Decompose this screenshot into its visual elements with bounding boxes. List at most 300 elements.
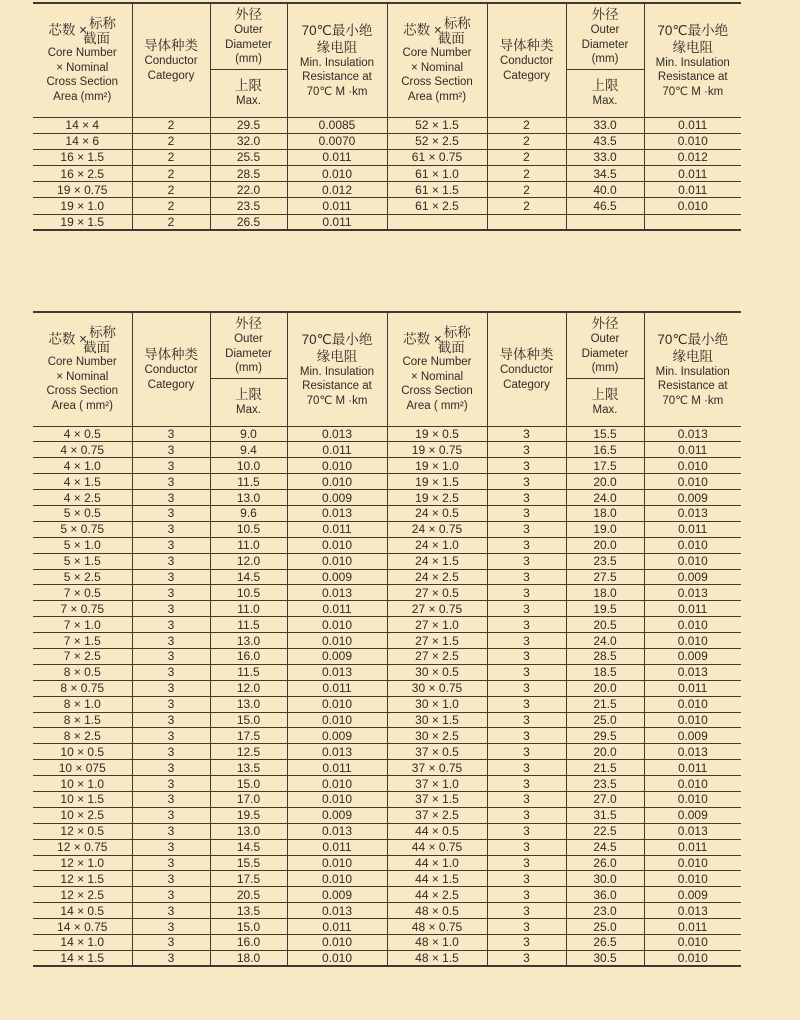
table-cell: 2 — [487, 166, 566, 182]
table-cell: 3 — [132, 601, 210, 617]
table-cell: 48 × 0.75 — [387, 919, 487, 935]
table-cell: 10 × 2.5 — [33, 807, 132, 823]
table-cell: 48 × 1.0 — [387, 935, 487, 951]
table-cell: 0.010 — [287, 474, 387, 490]
table-cell: 0.009 — [644, 807, 741, 823]
table-cell: 3 — [132, 633, 210, 649]
table-cell: 3 — [132, 521, 210, 537]
table-row — [33, 712, 741, 728]
table-cell: 8 × 1.5 — [33, 712, 132, 728]
table-cell: 3 — [132, 760, 210, 776]
table-cell: 14 × 0.75 — [33, 919, 132, 935]
table-cell: 11.5 — [210, 664, 287, 680]
table-cell: 3 — [132, 823, 210, 839]
core-number-zh: 芯数 × 标称 截面 — [403, 16, 471, 47]
col-header-insulation-resistance-right — [644, 312, 741, 426]
conductor-en-line1: Conductor — [144, 364, 198, 377]
table-cell: 26.5 — [210, 214, 287, 230]
table-cell: 4 × 1.5 — [33, 474, 132, 490]
table-cell: 52 × 1.5 — [387, 117, 487, 133]
table-cell: 43.5 — [566, 133, 644, 149]
col-header-insulation-resistance — [287, 3, 387, 117]
table-cell: 0.010 — [644, 474, 741, 490]
table-cell: 0.009 — [644, 887, 741, 903]
table-cell: 0.011 — [644, 601, 741, 617]
table-cell: 7 × 0.75 — [33, 601, 132, 617]
table-cell: 3 — [487, 887, 566, 903]
table-cell: 10 × 075 — [33, 760, 132, 776]
table-cell: 13.0 — [210, 633, 287, 649]
table-cell: 23.0 — [566, 903, 644, 919]
table-cell: 14 × 6 — [33, 133, 132, 149]
insulation-en-line2: Resistance at — [657, 71, 728, 83]
table-cell: 0.010 — [287, 458, 387, 474]
insulation-zh-line2: 缘电阻 — [316, 348, 358, 364]
table-cell: 27.0 — [566, 791, 644, 807]
table-cell: 13.0 — [210, 696, 287, 712]
table-cell: 3 — [132, 919, 210, 935]
table-cell: 0.010 — [644, 133, 741, 149]
table-cell: 3 — [487, 648, 566, 664]
col-header-insulation-resistance-right — [644, 3, 741, 117]
table-cell: 24.0 — [566, 490, 644, 506]
insulation-en-line1: Min. Insulation — [655, 56, 730, 69]
table-cell: 3 — [132, 553, 210, 569]
table-cell: 37 × 1.0 — [387, 776, 487, 792]
table-cell: 3 — [132, 728, 210, 744]
core-number-zh: 芯数 × 标称 截面 — [403, 325, 471, 356]
table-row — [33, 935, 741, 951]
table-cell: 0.013 — [644, 664, 741, 680]
table-cell: 0.010 — [287, 166, 387, 182]
table-cell: 3 — [132, 505, 210, 521]
table-cell: 10.0 — [210, 458, 287, 474]
table-cell: 0.011 — [644, 839, 741, 855]
table-cell: 18.0 — [566, 505, 644, 521]
table-cell: 3 — [132, 887, 210, 903]
outer-diameter-en-line1: Outer — [590, 24, 620, 36]
table-cell: 19.5 — [566, 601, 644, 617]
table-row — [33, 442, 741, 458]
table-cell: 21.5 — [566, 696, 644, 712]
outer-diameter-en-line2: Diameter — [225, 347, 272, 360]
table-cell: 0.0070 — [287, 133, 387, 149]
table-cell: 3 — [132, 950, 210, 966]
table-cell: 15.0 — [210, 776, 287, 792]
table-cell: 4 × 2.5 — [33, 490, 132, 506]
col-header-conductor-category-right — [487, 312, 566, 426]
table-cell: 3 — [487, 537, 566, 553]
table-row — [33, 807, 741, 823]
table-cell — [387, 214, 487, 230]
table-cell: 37 × 2.5 — [387, 807, 487, 823]
col-header-outer-diameter — [210, 312, 287, 378]
table-cell: 33.0 — [566, 117, 644, 133]
table-row — [33, 182, 741, 198]
table-cell: 3 — [132, 664, 210, 680]
table-cell: 3 — [487, 474, 566, 490]
table-cell: 3 — [132, 537, 210, 553]
table-cell: 3 — [487, 776, 566, 792]
core-number-en-line1: Core Number — [402, 47, 472, 60]
col-header-outer-diameter-right — [566, 3, 644, 69]
table-cell: 0.010 — [287, 935, 387, 951]
od-max-zh: 上限 — [235, 78, 262, 94]
table-cell: 24 × 1.0 — [387, 537, 487, 553]
table-cell: 44 × 1.0 — [387, 855, 487, 871]
table-cell: 4 × 0.5 — [33, 426, 132, 442]
table-cell: 17.0 — [210, 791, 287, 807]
table-cell: 24 × 2.5 — [387, 569, 487, 585]
table-cell: 3 — [487, 807, 566, 823]
table-cell: 0.010 — [287, 633, 387, 649]
table-row — [33, 553, 741, 569]
conductor-zh: 导体种类 — [499, 38, 554, 54]
table-cell: 23.5 — [566, 553, 644, 569]
table-cell: 0.011 — [287, 839, 387, 855]
table-cell: 12.5 — [210, 744, 287, 760]
table-cell: 0.010 — [287, 553, 387, 569]
table-cell: 3 — [487, 712, 566, 728]
col-header-core-number-right — [387, 3, 487, 117]
table-cell: 7 × 2.5 — [33, 648, 132, 664]
table-cell: 2 — [487, 149, 566, 165]
table-cell: 3 — [487, 823, 566, 839]
table-cell: 27 × 1.5 — [387, 633, 487, 649]
table-cell: 18.0 — [210, 950, 287, 966]
table-cell: 5 × 1.5 — [33, 553, 132, 569]
table-cell: 24 × 0.75 — [387, 521, 487, 537]
table-cell: 3 — [132, 791, 210, 807]
table-row — [33, 887, 741, 903]
insulation-en-line2: Resistance at — [302, 71, 372, 83]
table-row — [33, 133, 741, 149]
table-cell: 3 — [132, 442, 210, 458]
table-cell: 3 — [487, 442, 566, 458]
table-cell: 24.5 — [566, 839, 644, 855]
table-cell: 34.5 — [566, 166, 644, 182]
col-header-insulation-resistance — [287, 312, 387, 426]
table-cell: 19 × 0.75 — [33, 182, 132, 198]
table-cell: 3 — [132, 569, 210, 585]
table-cell: 44 × 1.5 — [387, 871, 487, 887]
table-cell: 27 × 2.5 — [387, 648, 487, 664]
table-cell: 18.0 — [566, 585, 644, 601]
table-cell: 27 × 0.5 — [387, 585, 487, 601]
table-cell: 13.0 — [210, 490, 287, 506]
table-cell: 19.0 — [566, 521, 644, 537]
table-cell: 30 × 1.0 — [387, 696, 487, 712]
col-header-od-max — [210, 69, 287, 117]
table-cell: 0.010 — [644, 776, 741, 792]
table-cell: 2 — [132, 182, 210, 198]
table-cell: 0.009 — [644, 490, 741, 506]
table-cell: 12.0 — [210, 680, 287, 696]
table-cell: 32.0 — [210, 133, 287, 149]
table-cell: 20.0 — [566, 474, 644, 490]
table-cell: 26.0 — [566, 855, 644, 871]
table-cell: 33.0 — [566, 149, 644, 165]
table-cell: 3 — [132, 712, 210, 728]
table-cell: 29.5 — [210, 117, 287, 133]
table-cell: 20.5 — [210, 887, 287, 903]
table-cell: 8 × 2.5 — [33, 728, 132, 744]
table-row — [33, 601, 741, 617]
table-cell: 14.5 — [210, 569, 287, 585]
od-max-zh: 上限 — [591, 387, 619, 403]
table-cell: 3 — [132, 696, 210, 712]
cable-spec-table-1 — [33, 2, 741, 231]
table-cell: 0.013 — [287, 823, 387, 839]
table-row — [33, 823, 741, 839]
table-cell: 4 × 0.75 — [33, 442, 132, 458]
table-cell: 19 × 0.75 — [387, 442, 487, 458]
table-cell: 3 — [487, 680, 566, 696]
table-cell: 3 — [487, 458, 566, 474]
core-number-en-line4: Area ( mm²) — [406, 399, 468, 412]
od-max-en: Max. — [592, 95, 618, 108]
table-cell: 3 — [132, 585, 210, 601]
table-cell: 16.0 — [210, 935, 287, 951]
table-cell: 12 × 1.0 — [33, 855, 132, 871]
od-max-zh: 上限 — [591, 78, 619, 94]
table-cell: 61 × 1.5 — [387, 182, 487, 198]
col-header-conductor-category — [132, 3, 210, 117]
table-cell: 19 × 1.0 — [33, 198, 132, 214]
table-cell: 0.009 — [287, 569, 387, 585]
table-cell: 0.010 — [644, 633, 741, 649]
table-cell: 3 — [487, 696, 566, 712]
table-cell: 0.010 — [287, 791, 387, 807]
table-cell: 8 × 1.0 — [33, 696, 132, 712]
table-cell: 25.5 — [210, 149, 287, 165]
table-row — [33, 521, 741, 537]
table-cell: 2 — [132, 117, 210, 133]
conductor-en-line2: Category — [503, 378, 550, 391]
table-cell: 3 — [487, 505, 566, 521]
table-cell: 3 — [132, 474, 210, 490]
col-header-od-max — [210, 378, 287, 426]
table-cell: 5 × 2.5 — [33, 569, 132, 585]
core-number-zh: 芯数 × 标称 截面 — [48, 16, 117, 47]
od-max-en: Max. — [236, 95, 261, 108]
table-cell: 44 × 0.75 — [387, 839, 487, 855]
col-header-core-number-right — [387, 312, 487, 426]
table-cell: 10 × 1.0 — [33, 776, 132, 792]
table-row — [33, 950, 741, 966]
table-cell: 0.011 — [287, 760, 387, 776]
table-cell: 3 — [132, 680, 210, 696]
conductor-zh: 导体种类 — [144, 347, 198, 363]
table-cell: 3 — [487, 601, 566, 617]
table-cell: 21.5 — [566, 760, 644, 776]
table-cell: 0.013 — [287, 664, 387, 680]
core-number-en-line1: Core Number — [47, 47, 117, 60]
table-cell: 0.010 — [287, 950, 387, 966]
table-cell: 0.010 — [644, 553, 741, 569]
table-cell: 14.5 — [210, 839, 287, 855]
table-cell: 2 — [132, 149, 210, 165]
table-cell: 19 × 1.5 — [387, 474, 487, 490]
table-cell: 26.5 — [566, 935, 644, 951]
table-cell: 3 — [487, 871, 566, 887]
insulation-en-line2: Resistance at — [657, 380, 728, 392]
table-cell: 13.0 — [210, 823, 287, 839]
table-cell: 0.010 — [644, 855, 741, 871]
table-cell: 10 × 0.5 — [33, 744, 132, 760]
table-row — [33, 198, 741, 214]
table-cell: 0.013 — [287, 585, 387, 601]
table-cell: 61 × 2.5 — [387, 198, 487, 214]
table-cell: 24 × 0.5 — [387, 505, 487, 521]
insulation-zh-line2: 缘电阻 — [316, 39, 358, 55]
table-cell: 14 × 0.5 — [33, 903, 132, 919]
od-max-en: Max. — [236, 404, 261, 417]
table-cell: 40.0 — [566, 182, 644, 198]
table-cell: 0.013 — [644, 585, 741, 601]
table-cell: 3 — [132, 839, 210, 855]
table-cell: 3 — [487, 935, 566, 951]
table-cell: 16 × 1.5 — [33, 149, 132, 165]
table-cell: 3 — [487, 490, 566, 506]
table-cell: 3 — [487, 617, 566, 633]
table-cell: 0.013 — [644, 505, 741, 521]
table-cell: 15.0 — [210, 712, 287, 728]
table-cell: 48 × 0.5 — [387, 903, 487, 919]
table-cell: 0.010 — [644, 871, 741, 887]
table-cell: 13.5 — [210, 903, 287, 919]
table-row — [33, 537, 741, 553]
table-cell: 0.011 — [644, 166, 741, 182]
table-row — [33, 791, 741, 807]
insulation-zh-line1: 70℃最小绝 — [657, 22, 729, 38]
table-cell: 3 — [487, 728, 566, 744]
outer-diameter-en-line3: (mm) — [235, 362, 262, 374]
table-2-header — [33, 312, 741, 426]
col-header-conductor-category — [132, 312, 210, 426]
table-cell: 5 × 0.5 — [33, 505, 132, 521]
table-cell: 37 × 0.75 — [387, 760, 487, 776]
table-cell: 27.5 — [566, 569, 644, 585]
table-cell: 0.011 — [287, 919, 387, 935]
table-cell: 46.5 — [566, 198, 644, 214]
outer-diameter-en-line1: Outer — [234, 24, 263, 36]
table-cell: 2 — [487, 198, 566, 214]
insulation-zh-line1: 70℃最小绝 — [657, 331, 729, 347]
conductor-en-line2: Category — [147, 69, 195, 82]
table-row — [33, 214, 741, 230]
table-cell: 3 — [132, 855, 210, 871]
table-cell: 13.5 — [210, 760, 287, 776]
table-cell: 0.011 — [644, 760, 741, 776]
table-cell: 3 — [487, 569, 566, 585]
cable-spec-table-2 — [33, 311, 741, 967]
table-cell: 5 × 1.0 — [33, 537, 132, 553]
table-cell: 2 — [132, 133, 210, 149]
core-number-en-line3: Cross Section — [46, 76, 119, 89]
table-cell: 0.009 — [287, 490, 387, 506]
table-cell: 44 × 0.5 — [387, 823, 487, 839]
table-row — [33, 696, 741, 712]
table-cell: 0.011 — [644, 182, 741, 198]
table-cell: 2 — [132, 166, 210, 182]
table-row — [33, 680, 741, 696]
table-cell: 12.0 — [210, 553, 287, 569]
table-cell: 9.4 — [210, 442, 287, 458]
table-cell: 30.5 — [566, 950, 644, 966]
table-cell: 0.011 — [644, 442, 741, 458]
col-header-outer-diameter-right — [566, 312, 644, 378]
table-row — [33, 166, 741, 182]
outer-diameter-zh: 外径 — [235, 316, 262, 331]
table-cell: 0.013 — [644, 744, 741, 760]
insulation-en-line3: 70℃ M ·km — [662, 85, 724, 98]
insulation-zh-line1: 70℃最小绝 — [301, 22, 373, 38]
insulation-zh-line2: 缘电阻 — [672, 348, 713, 364]
table-cell: 36.0 — [566, 887, 644, 903]
insulation-en-line1: Min. Insulation — [299, 56, 375, 69]
table-cell: 10.5 — [210, 521, 287, 537]
table-row — [33, 760, 741, 776]
table-cell: 30.0 — [566, 871, 644, 887]
table-cell: 11.0 — [210, 537, 287, 553]
table-cell: 0.012 — [287, 182, 387, 198]
table-cell: 0.011 — [287, 149, 387, 165]
col-header-outer-diameter — [210, 3, 287, 69]
outer-diameter-en-line2: Diameter — [581, 38, 629, 51]
table-cell: 3 — [132, 903, 210, 919]
table-cell: 27 × 1.0 — [387, 617, 487, 633]
table-cell: 48 × 1.5 — [387, 950, 487, 966]
table-cell: 0.011 — [644, 521, 741, 537]
table-cell: 44 × 2.5 — [387, 887, 487, 903]
insulation-en-line3: 70℃ M ·km — [662, 394, 724, 407]
table-cell: 2 — [487, 133, 566, 149]
table-1-body — [33, 117, 741, 230]
table-cell: 0.011 — [287, 198, 387, 214]
core-number-zh: 芯数 × 标称 截面 — [48, 325, 117, 356]
table-cell: 0.011 — [644, 117, 741, 133]
table-row — [33, 149, 741, 165]
table-cell: 3 — [132, 426, 210, 442]
table-row — [33, 855, 741, 871]
table-row — [33, 919, 741, 935]
table-cell: 3 — [487, 903, 566, 919]
table-cell: 22.0 — [210, 182, 287, 198]
table-cell: 2 — [132, 198, 210, 214]
col-header-od-max-right — [566, 69, 644, 117]
table-row — [33, 585, 741, 601]
table-cell: 3 — [132, 744, 210, 760]
table-cell — [644, 214, 741, 230]
table-cell: 23.5 — [566, 776, 644, 792]
outer-diameter-en-line3: (mm) — [591, 53, 619, 65]
table-row — [33, 490, 741, 506]
table-cell: 0.009 — [644, 569, 741, 585]
table-cell: 0.010 — [644, 791, 741, 807]
insulation-en-line2: Resistance at — [302, 380, 372, 392]
table-cell: 0.012 — [644, 149, 741, 165]
table-cell: 0.013 — [287, 426, 387, 442]
conductor-en-line1: Conductor — [499, 364, 554, 377]
core-number-en-line2: × Nominal — [56, 370, 109, 383]
table-cell: 0.010 — [644, 950, 741, 966]
table-cell: 20.0 — [566, 537, 644, 553]
table-cell: 14 × 4 — [33, 117, 132, 133]
table-cell: 0.010 — [644, 617, 741, 633]
table-cell: 27 × 0.75 — [387, 601, 487, 617]
table-cell: 0.010 — [644, 198, 741, 214]
